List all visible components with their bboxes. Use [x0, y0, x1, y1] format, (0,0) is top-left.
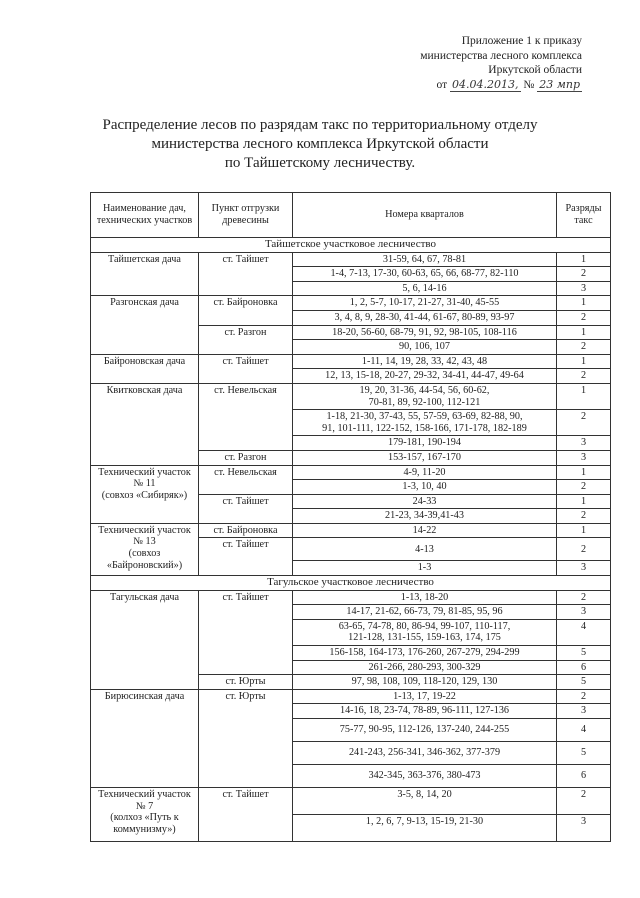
quarters-cell: 1-11, 14, 19, 28, 33, 42, 43, 48 [293, 354, 557, 369]
title-line-1: Распределение лесов по разрядам такс по территориальному отделу [102, 117, 538, 133]
rank-cell: 4 [557, 619, 611, 645]
rank-cell: 5 [557, 646, 611, 661]
quarters-line: 1-18, 21-30, 37-43, 55, 57-59, 63-69, 82-88, 90, [326, 411, 523, 423]
tech-site-line: коммунизму») [113, 823, 176, 835]
title-line-2: министерства лесного комплекса Иркутской области [151, 136, 489, 152]
section-row [91, 238, 611, 253]
quarters-line: 63-65, 74-78, 80, 86-94, 99-107, 110-117, [338, 620, 511, 632]
dacha-name: Байроновская дача [91, 354, 199, 383]
quarters-cell: 14-17, 21-62, 66-73, 79, 81-85, 95, 96 [293, 605, 557, 620]
header-rank: Разряды такс [557, 193, 611, 238]
rank-cell: 2 [557, 788, 611, 815]
table-row [91, 788, 611, 815]
tax-rank-table [90, 192, 611, 842]
rank-cell: 1 [557, 465, 611, 480]
shipping-point: ст. Тайшет [199, 538, 293, 576]
quarters-line: 121-128, 131-155, 159-163, 174, 175 [348, 632, 501, 644]
rank-cell: 1 [557, 296, 611, 311]
quarters-cell: 18-20, 56-60, 68-79, 91, 92, 98-105, 108-116 [293, 325, 557, 340]
quarters-line: 91, 101-111, 122-152, 158-166, 171-178, 182-189 [322, 422, 527, 434]
rank-cell: 3 [557, 815, 611, 842]
quarters-cell: 14-16, 18, 23-74, 78-89, 96-111, 127-136 [293, 704, 557, 719]
quarters-cell: 90, 106, 107 [293, 340, 557, 355]
dacha-name: Тайшетская дача [91, 252, 199, 296]
shipping-point: ст. Тайшет [199, 788, 293, 842]
tech-site-line: № 11 [133, 478, 156, 490]
tech-site-line: № 13 [133, 536, 156, 548]
rank-cell: 3 [557, 436, 611, 451]
quarters-cell: 153-157, 167-170 [293, 450, 557, 465]
quarters-line: 70-81, 89, 92-100, 112-121 [368, 396, 481, 408]
header-point: Пункт отгрузки древесины [199, 193, 293, 238]
header-date-line [420, 78, 582, 93]
rank-cell: 2 [557, 538, 611, 561]
rank-cell: 3 [557, 450, 611, 465]
quarters-cell: 342-345, 363-376, 380-473 [293, 765, 557, 788]
quarters-cell [293, 619, 557, 645]
quarters-cell: 179-181, 190-194 [293, 436, 557, 451]
quarters-cell: 1-13, 18-20 [293, 590, 557, 605]
shipping-point: ст. Разгон [199, 325, 293, 354]
rank-cell: 1 [557, 325, 611, 340]
rank-cell: 3 [557, 561, 611, 576]
rank-cell: 2 [557, 480, 611, 495]
rank-cell: 2 [557, 509, 611, 524]
quarters-cell: 3-5, 8, 14, 20 [293, 788, 557, 815]
dacha-name: Разгонская дача [91, 296, 199, 354]
handwritten-number: 23 мпр [539, 77, 580, 91]
shipping-point: ст. Юрты [199, 689, 293, 787]
quarters-cell: 1-13, 17, 19-22 [293, 689, 557, 704]
rank-cell: 2 [557, 267, 611, 282]
shipping-point: ст. Тайшет [199, 252, 293, 296]
quarters-cell: 3, 4, 8, 9, 28-30, 41-44, 61-67, 80-89, 93-97 [293, 310, 557, 325]
rank-cell: 2 [557, 410, 611, 436]
header-name: Наименование дач, технических участков [91, 193, 199, 238]
rank-cell: 5 [557, 675, 611, 690]
header-quarters: Номера кварталов [293, 193, 557, 238]
shipping-point: ст. Тайшет [199, 494, 293, 523]
rank-cell: 2 [557, 369, 611, 384]
quarters-cell: 24-33 [293, 494, 557, 509]
quarters-cell [293, 410, 557, 436]
quarters-cell: 241-243, 256-341, 346-362, 377-379 [293, 742, 557, 765]
table-row [91, 590, 611, 605]
table-header-row [91, 193, 611, 238]
tech-site-line: (совхоз [128, 548, 161, 560]
rank-cell: 5 [557, 742, 611, 765]
quarters-cell: 75-77, 90-95, 112-126, 137-240, 244-255 [293, 719, 557, 742]
section-row [91, 576, 611, 591]
quarters-cell: 97, 98, 108, 109, 118-120, 129, 130 [293, 675, 557, 690]
shipping-point: ст. Тайшет [199, 590, 293, 675]
quarters-cell: 5, 6, 14-16 [293, 281, 557, 296]
shipping-point: ст. Тайшет [199, 354, 293, 383]
header-line-3: Иркутской области [488, 64, 582, 76]
shipping-point: ст. Невельская [199, 465, 293, 494]
quarters-line: 19, 20, 31-36, 44-54, 56, 60-62, [359, 384, 490, 396]
shipping-point: ст. Байроновка [199, 296, 293, 325]
quarters-cell: 4-13 [293, 538, 557, 561]
quarters-cell [293, 383, 557, 409]
section-title: Тайшетское участковое лесничество [91, 238, 611, 253]
document-title [0, 116, 640, 173]
quarters-cell: 156-158, 164-173, 176-260, 267-279, 294-299 [293, 646, 557, 661]
quarters-cell: 4-9, 11-20 [293, 465, 557, 480]
quarters-cell: 21-23, 34-39,41-43 [293, 509, 557, 524]
rank-cell: 2 [557, 689, 611, 704]
table-row [91, 354, 611, 369]
rank-cell: 2 [557, 310, 611, 325]
quarters-cell: 14-22 [293, 523, 557, 538]
rank-cell: 2 [557, 340, 611, 355]
dacha-name: Квитковская дача [91, 383, 199, 465]
table-row [91, 689, 611, 704]
tech-site-line: № 7 [135, 800, 154, 812]
rank-cell: 2 [557, 590, 611, 605]
dacha-name: Бирюсинская дача [91, 689, 199, 787]
quarters-cell: 31-59, 64, 67, 78-81 [293, 252, 557, 267]
rank-cell: 6 [557, 765, 611, 788]
tech-site-line: Технический участок [98, 789, 191, 800]
shipping-point: ст. Невельская [199, 383, 293, 450]
shipping-point: ст. Байроновка [199, 523, 293, 538]
tech-site-line: Технический участок [98, 524, 191, 536]
quarters-cell: 261-266, 280-293, 300-329 [293, 660, 557, 675]
shipping-point: ст. Разгон [199, 450, 293, 465]
rank-cell: 6 [557, 660, 611, 675]
handwritten-date: 04.04.2013, [452, 77, 519, 91]
quarters-cell: 1, 2, 6, 7, 9-13, 15-19, 21-30 [293, 815, 557, 842]
rank-cell: 1 [557, 354, 611, 369]
title-line-3: по Тайшетскому лесничеству. [224, 155, 416, 171]
section-title: Тагульское участковое лесничество [91, 576, 611, 591]
from-label: от [436, 78, 448, 91]
tech-site-line: (колхоз «Путь к [110, 812, 179, 824]
quarters-cell: 1-4, 7-13, 17-30, 60-63, 65, 66, 68-77, 82-110 [293, 267, 557, 282]
tech-site-line: (совхоз «Сибиряк») [101, 489, 188, 501]
tech-site-line: «Байроновский») [106, 559, 183, 571]
table-row [91, 383, 611, 409]
table-row [91, 523, 611, 538]
rank-cell: 3 [557, 281, 611, 296]
quarters-cell: 1-3 [293, 561, 557, 576]
rank-cell: 1 [557, 252, 611, 267]
rank-cell: 1 [557, 494, 611, 509]
rank-cell: 4 [557, 719, 611, 742]
header-line-2: министерства лесного комплекса [420, 49, 582, 62]
header-line-1: Приложение 1 к приказу [461, 35, 582, 47]
table-row [91, 252, 611, 267]
quarters-cell: 12, 13, 15-18, 20-27, 29-32, 34-41, 44-47, 49-64 [293, 369, 557, 384]
rank-cell: 1 [557, 383, 611, 409]
dacha-name: Тагульская дача [91, 590, 199, 689]
shipping-point: ст. Юрты [199, 675, 293, 690]
tech-site-name [91, 788, 199, 842]
tech-site-line: Технический участок [98, 466, 191, 478]
rank-cell: 3 [557, 605, 611, 620]
quarters-cell: 1, 2, 5-7, 10-17, 21-27, 31-40, 45-55 [293, 296, 557, 311]
rank-cell: 1 [557, 523, 611, 538]
rank-cell: 3 [557, 704, 611, 719]
number-label: № [523, 78, 535, 91]
tech-site-name [91, 465, 199, 523]
tech-site-name [91, 523, 199, 575]
table-row [91, 465, 611, 480]
table-row [91, 296, 611, 311]
quarters-cell: 1-3, 10, 40 [293, 480, 557, 495]
order-header [420, 34, 582, 92]
